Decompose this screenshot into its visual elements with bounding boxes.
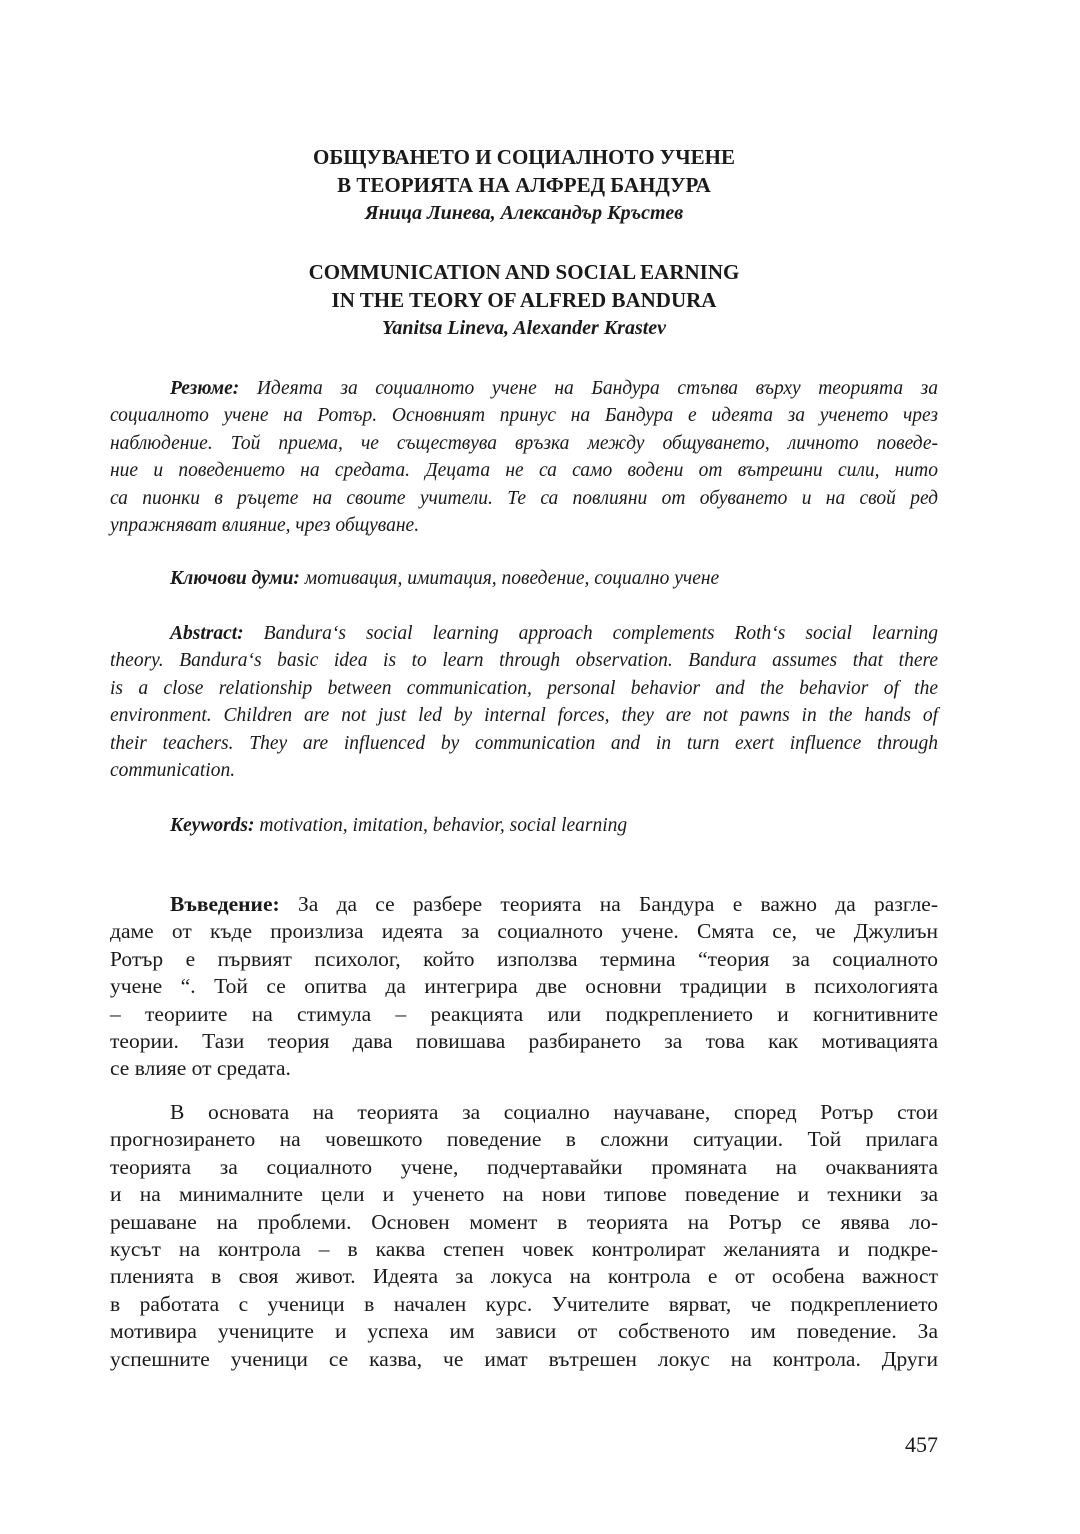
body-line: В основата на теорията за социално научаване, според Ротър стои xyxy=(170,1100,938,1124)
abstract-en xyxy=(110,620,938,784)
body-line: решаване на проблеми. Основен момент в теорията на Ротър се явява ло- xyxy=(110,1209,938,1234)
summary-line: социалното учене на Ротър. Основният принус на Бандура е идеята за ученето чрез xyxy=(110,405,938,427)
abstract-label: Abstract: xyxy=(170,623,244,644)
abstract-line: theory. Bandura‘s basic idea is to learn through observation. Bandura assumes that there xyxy=(110,650,938,672)
body-line: прогнозирането на човешкото поведение в сложни ситуации. Той прилага xyxy=(110,1127,938,1152)
abstract-line: is a close relationship between communication, personal behavior and the behavior of the xyxy=(110,677,938,699)
intro-line: даме от къде произлиза идеята за социалното учене. Смята се, че Джулиън xyxy=(110,919,938,944)
title-bg-line: В ТЕОРИЯТА НА АЛФРЕД БАНДУРА xyxy=(337,173,711,197)
body-line: пленията в своя живот. Идеята за локуса на контрола е от особена важност xyxy=(110,1264,938,1289)
keywords-bg xyxy=(110,565,938,592)
keywords-en-label: Keywords: xyxy=(170,815,255,836)
summary-label: Резюме: xyxy=(170,378,240,399)
intro-line: се влияе от средата. xyxy=(110,1056,291,1081)
keywords-bg-text: мотивация, имитация, поведение, социално учене xyxy=(304,568,720,589)
body-line: успешните ученици се казва, че имат вътрешен локус на контрола. Други xyxy=(110,1346,938,1371)
body-line: теорията за социалното учене, подчертавайки промяната на очакванията xyxy=(110,1154,938,1179)
abstract-line: communication. xyxy=(110,760,236,782)
summary-line: ние и поведението на средата. Децата не са само водени от вътрешни сили, нито xyxy=(110,460,938,482)
abstract-line: environment. Children are not just led by internal forces, they are not pawns in the hands of xyxy=(110,705,938,727)
summary-line: упражняват влияние, чрез общуване. xyxy=(110,515,420,537)
page-number: 457 xyxy=(905,1432,938,1457)
authors-en: Yanitsa Lineva, Alexander Krastev xyxy=(381,317,667,339)
intro-line: За да се разбере теорията на Бандура е важно да разгле- xyxy=(297,892,939,916)
body-line: мотивира учениците и успеха им зависи от собственото им поведение. За xyxy=(110,1319,938,1344)
abstract-line: Bandura‘s social learning approach complements Roth‘s social learning xyxy=(263,623,939,644)
summary-bg xyxy=(110,375,938,539)
keywords-bg-label: Ключови думи: xyxy=(170,568,300,589)
keywords-en-text: motivation, imitation, behavior, social learning xyxy=(259,815,628,836)
body-paragraph xyxy=(110,1099,938,1373)
body-line: в работата с ученици в начален курс. Учителите вярват, че подкреплението xyxy=(110,1291,938,1316)
body-line: и на минималните цели и ученето на нови типове поведение и техники за xyxy=(110,1182,938,1207)
title-en-line: COMMUNICATION AND SOCIAL EARNING xyxy=(308,260,740,284)
intro-paragraph xyxy=(110,891,938,1083)
title-en-line: IN THE TEORY OF ALFRED BANDURA xyxy=(331,288,717,312)
body-line: кусът на контрола – в каква степен човек контролират желанията и подкре- xyxy=(110,1237,938,1262)
summary-line: Идеята за социалното учене на Бандура стъпва върху теорията за xyxy=(256,378,939,399)
summary-line: наблюдение. Той приема, че съществува връзка между общуването, личното поведе- xyxy=(110,432,938,454)
keywords-en xyxy=(110,812,938,839)
intro-line: Ротър е първият психолог, който използва термина “теория за социалното xyxy=(110,946,938,971)
title-en xyxy=(110,258,938,314)
title-bg-line: ОБЩУВАНЕТО И СОЦИАЛНОТО УЧЕНЕ xyxy=(313,145,735,169)
authors-bg: Яница Линева, Александър Кръстев xyxy=(364,202,684,224)
intro-line: учене “. Той се опитва да интегрира две основни традиции в психологията xyxy=(110,974,938,999)
intro-line: теории. Тази теория дава повишава разбирането за това как мотивацията xyxy=(110,1029,938,1054)
summary-line: са пионки в ръцете на своите учители. Те са повлияни от обуването и на свой ред xyxy=(110,487,938,509)
intro-line: – теориите на стимула – реакцията или подкреплението и когнитивните xyxy=(110,1001,938,1026)
title-bg xyxy=(110,143,938,199)
intro-label: Въведение: xyxy=(170,892,280,916)
abstract-line: their teachers. They are influenced by communication and in turn exert influence through xyxy=(110,732,938,754)
